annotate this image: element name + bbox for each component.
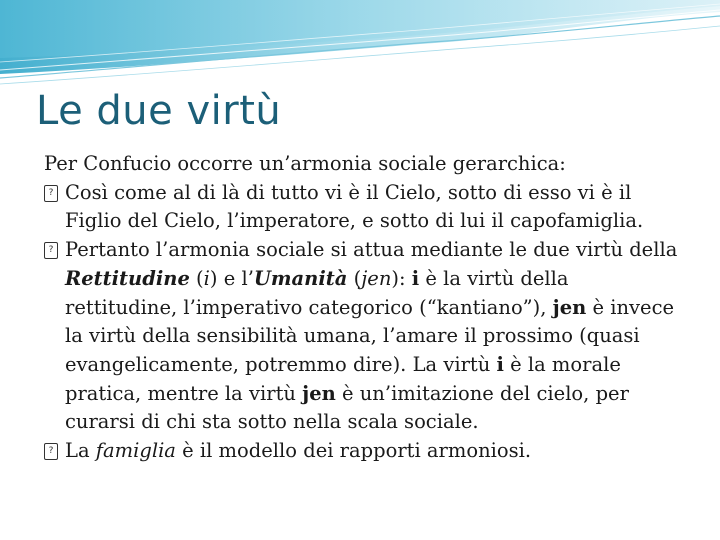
missing-glyph-bullet-icon: ? <box>44 242 58 259</box>
term-jen: jen <box>361 266 392 290</box>
missing-glyph-bullet-icon: ? <box>44 185 58 202</box>
term-i-bold: i <box>411 266 420 290</box>
term-famiglia: famiglia <box>95 439 176 463</box>
bullet-item-heaven <box>44 179 684 236</box>
decorative-wave-banner <box>0 0 720 90</box>
bullet-text: Pertanto l’armonia sociale si attua mediante le due virtù della Rettitudine (i) e l’Umanità (jen): i è la virtù della rettitudine, l’imperativo categorico (“kantiano”), jen è invece la virtù della sensibilità umana, l’amare il prossimo (quasi evangelicamente, potremmo dire). La virtù i è la morale pratica, mentre la virtù jen è un’imitazione del cielo, per curarsi di chi sta sotto nella scala sociale. <box>65 238 678 434</box>
term-i: i <box>203 266 210 290</box>
bullet-item-virtues <box>44 236 684 437</box>
term-i-bold: i <box>496 352 504 376</box>
missing-glyph-bullet-icon: ? <box>44 443 58 460</box>
term-umanita: Umanità <box>253 266 348 290</box>
bullet-item-family <box>44 437 684 466</box>
intro-line: Per Confucio occorre un’armonia sociale gerarchica: <box>44 152 566 175</box>
bullet-list <box>44 179 684 466</box>
slide-body <box>44 150 684 466</box>
term-jen-bold: jen <box>552 295 587 319</box>
term-rettitudine: Rettitudine <box>65 266 190 290</box>
slide-title: Le due virtù <box>36 88 282 134</box>
bullet-text: La famiglia è il modello dei rapporti armoniosi. <box>65 439 532 463</box>
bullet-text: Così come al di là di tutto vi è il Cielo, sotto di esso vi è il Figlio del Cielo, l’imperatore, e sotto di lui il capofamiglia. <box>65 180 644 233</box>
term-jen-bold: jen <box>302 381 336 405</box>
